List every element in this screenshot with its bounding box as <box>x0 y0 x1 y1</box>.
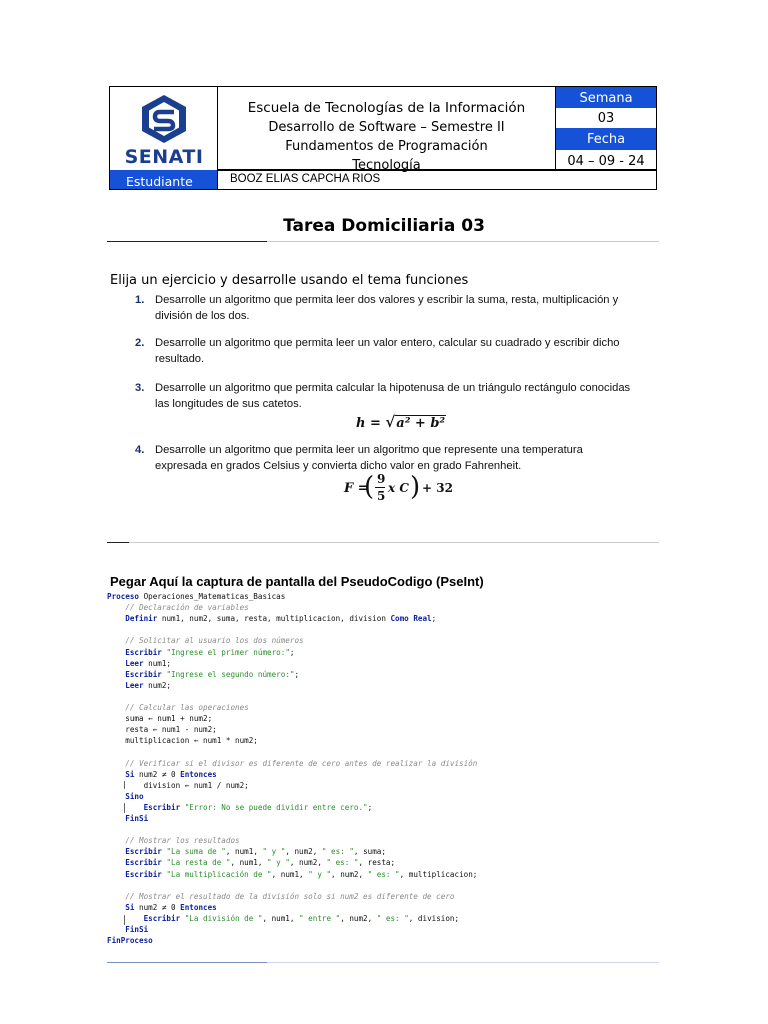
code-string: "Error: No se puede dividir entre cero." <box>180 802 368 812</box>
sqrt-symbol: √ <box>385 413 396 431</box>
code-string: "La suma de " <box>161 847 226 857</box>
code-keyword: Escribir <box>107 869 162 879</box>
fraction-denominator: 5 <box>377 489 386 503</box>
bottom-rule-right <box>267 962 659 963</box>
code-string: " es: " <box>367 869 400 879</box>
formula-lhs: F = <box>344 481 369 496</box>
section-rule-right <box>129 542 659 543</box>
code-text: num2 ≠ 0 <box>134 902 181 912</box>
code-text: num2 ≠ 0 <box>134 769 181 779</box>
exercise-number: 4. <box>135 444 145 456</box>
week-value: 03 <box>556 108 656 128</box>
document-title: Tarea Domiciliaria 03 <box>283 216 485 236</box>
code-line <box>107 713 212 724</box>
exercise-3 <box>135 380 631 412</box>
code-line <box>107 891 454 902</box>
hypotenuse-formula <box>356 413 446 431</box>
code-string: "Ingrese el segundo número:" <box>161 669 295 679</box>
code-keyword: Escribir <box>107 669 162 679</box>
code-string: " es: " <box>321 847 354 857</box>
code-text: suma ← num1 + num2; <box>107 714 213 724</box>
formula-lhs: h = <box>356 416 386 431</box>
code-line <box>107 702 249 713</box>
code-line <box>107 780 249 791</box>
logo-cell <box>110 87 218 170</box>
code-text: multiplicacion ← num1 * num2; <box>107 736 258 746</box>
formula-tail: + 32 <box>422 481 453 495</box>
code-text: num1, num2, suma, resta, multiplicacion, division <box>157 614 391 624</box>
code-keyword: Sino <box>107 791 144 801</box>
code-line <box>107 869 477 880</box>
code-text: , division; <box>408 913 460 923</box>
code-line <box>107 935 153 946</box>
code-line <box>107 769 217 780</box>
code-comment: // Verificar si el divisor es diferente de cero antes de realizar la división <box>107 758 478 768</box>
code-keyword: Entonces <box>180 769 217 779</box>
fraction-numerator: 9 <box>377 472 386 486</box>
school-info <box>218 87 556 173</box>
code-line <box>107 647 294 658</box>
indent-guide <box>124 803 125 813</box>
code-line <box>107 902 217 913</box>
school-name: Escuela de Tecnologías de la Información <box>247 100 526 116</box>
student-label: Estudiante <box>110 170 218 189</box>
exercise-1 <box>135 292 619 324</box>
code-line <box>107 635 304 646</box>
code-line <box>107 802 372 813</box>
logo-text: SENATI <box>124 146 204 168</box>
code-line <box>107 813 148 824</box>
code-line <box>107 680 171 691</box>
code-line <box>107 602 249 613</box>
code-keyword: Leer <box>107 658 144 668</box>
code-string: "La resta de " <box>161 858 231 868</box>
code-text: , num2, <box>331 869 368 879</box>
exercise-2 <box>135 335 620 367</box>
exercise-line: división de los dos. <box>155 310 250 322</box>
code-keyword: FinSi <box>107 925 149 934</box>
code-line <box>107 591 285 602</box>
code-keyword: Escribir <box>107 913 181 923</box>
exercise-line: Desarrolle un algoritmo que permita leer un algoritmo que represente una temperatura <box>155 444 583 456</box>
exercise-line: expresada en grados Celsius y convierta dicho valor en grado Fahrenheit. <box>155 460 522 472</box>
code-string: " y " <box>308 869 332 879</box>
code-keyword: Proceso <box>107 592 140 601</box>
bottom-rule-left <box>107 962 267 963</box>
code-keyword: Escribir <box>107 847 162 857</box>
code-keyword: FinSi <box>107 814 149 823</box>
code-keyword: Si <box>107 769 135 779</box>
code-text: num2; <box>143 680 172 690</box>
code-string: " y " <box>267 858 290 868</box>
code-text: , resta; <box>358 858 396 868</box>
code-comment: // Mostrar los resultados <box>107 836 240 846</box>
code-keyword: Escribir <box>107 802 181 812</box>
exercise-line: las longitudes de sus catetos. <box>155 398 302 410</box>
code-line <box>107 791 144 802</box>
instruction-text: Elija un ejercicio y desarrolle usando el tema funciones <box>110 273 469 288</box>
code-text: num1; <box>143 658 172 668</box>
code-text: , num2, <box>285 847 322 857</box>
code-keyword: Definir <box>107 614 158 624</box>
formula-mid: x C <box>388 481 409 495</box>
code-line <box>107 613 436 624</box>
title-rule-right <box>267 241 659 242</box>
code-string: "Ingrese el primer número:" <box>161 647 290 657</box>
capture-label: Pegar Aquí la captura de pantalla del PseudoCodigo (PseInt) <box>110 574 484 589</box>
code-string: " y " <box>262 847 286 857</box>
code-line <box>107 758 477 769</box>
exercise-line: Desarrolle un algoritmo que permita leer un valor entero, calcular su cuadrado y escribir dicho <box>155 337 620 349</box>
exercise-number: 2. <box>135 337 145 349</box>
code-line <box>107 924 148 935</box>
code-text: division ← num1 / num2; <box>107 780 249 790</box>
formula-radicand: a² + b² <box>396 416 446 431</box>
code-string: " es: " <box>376 913 409 923</box>
code-keyword: Escribir <box>107 858 162 868</box>
code-string: " es: " <box>326 858 359 868</box>
code-line <box>107 724 217 735</box>
code-line <box>107 658 171 669</box>
code-text: , num1, <box>271 869 309 879</box>
section-rule-left <box>107 542 129 543</box>
code-keyword: Si <box>107 902 135 912</box>
exercise-line: Desarrolle un algoritmo que permita leer dos valores y escribir la suma, resta, multiplicación y <box>155 294 619 306</box>
title-rule-left <box>107 241 267 242</box>
code-text: resta ← num1 - num2; <box>107 725 217 735</box>
code-text: , multiplicacion; <box>399 869 478 879</box>
code-line <box>107 913 459 924</box>
code-line <box>107 835 240 846</box>
exercise-number: 1. <box>135 294 145 306</box>
student-name: BOOZ ELIAS CAPCHA RIOS <box>218 170 656 189</box>
code-comment: // Mostrar el resultado de la división solo si num2 es diferente de cero <box>107 891 455 901</box>
code-comment: // Solicitar al usuario los dos números <box>107 636 304 646</box>
code-keyword: Entonces <box>180 902 217 912</box>
week-label: Semana <box>556 87 656 108</box>
date-label: Fecha <box>556 128 656 150</box>
code-keyword: Como Real <box>390 614 432 624</box>
exercise-4 <box>135 442 583 474</box>
code-text: , num1, <box>262 913 300 923</box>
code-text: , num1, <box>230 858 268 868</box>
exercise-number: 3. <box>135 382 145 394</box>
date-value: 04 – 09 - 24 <box>556 150 656 170</box>
code-string: "La multiplicación de " <box>161 869 272 879</box>
fraction-bar <box>375 487 385 488</box>
header-table <box>109 86 657 190</box>
fahrenheit-formula <box>344 472 454 506</box>
code-string: " entre " <box>299 913 341 923</box>
indent-guide <box>124 915 125 925</box>
program-name: Desarrollo de Software – Semestre II <box>268 120 505 135</box>
code-text: ; <box>294 669 300 679</box>
code-text: ; <box>289 647 295 657</box>
code-text: , suma; <box>353 847 386 857</box>
code-comment: // Calcular las operaciones <box>107 703 249 712</box>
code-string: "La división de " <box>180 913 263 923</box>
code-text: , num2, <box>289 858 327 868</box>
code-text: , num2, <box>340 913 377 923</box>
area-name: Tecnología <box>352 158 421 173</box>
code-line <box>107 735 258 746</box>
code-text: , num1, <box>225 847 263 857</box>
code-keyword: Leer <box>107 680 144 690</box>
code-line <box>107 846 386 857</box>
code-line <box>107 669 299 680</box>
code-text: Operaciones_Matematicas_Basicas <box>139 592 286 601</box>
code-keyword: FinProceso <box>107 936 153 946</box>
code-line <box>107 857 395 868</box>
senati-logo-icon <box>138 93 190 145</box>
right-paren: ) <box>410 472 421 502</box>
exercise-line: resultado. <box>155 353 205 365</box>
code-keyword: Escribir <box>107 647 162 657</box>
code-comment: // Declaración de variables <box>107 603 249 613</box>
exercise-line: Desarrolle un algoritmo que permita calcular la hipotenusa de un triángulo rectángulo conocidas <box>155 382 631 394</box>
code-text: ; <box>431 614 437 624</box>
course-name: Fundamentos de Programación <box>285 139 488 154</box>
indent-guide <box>124 781 125 789</box>
left-paren: ( <box>364 472 375 502</box>
code-text: ; <box>367 802 373 812</box>
